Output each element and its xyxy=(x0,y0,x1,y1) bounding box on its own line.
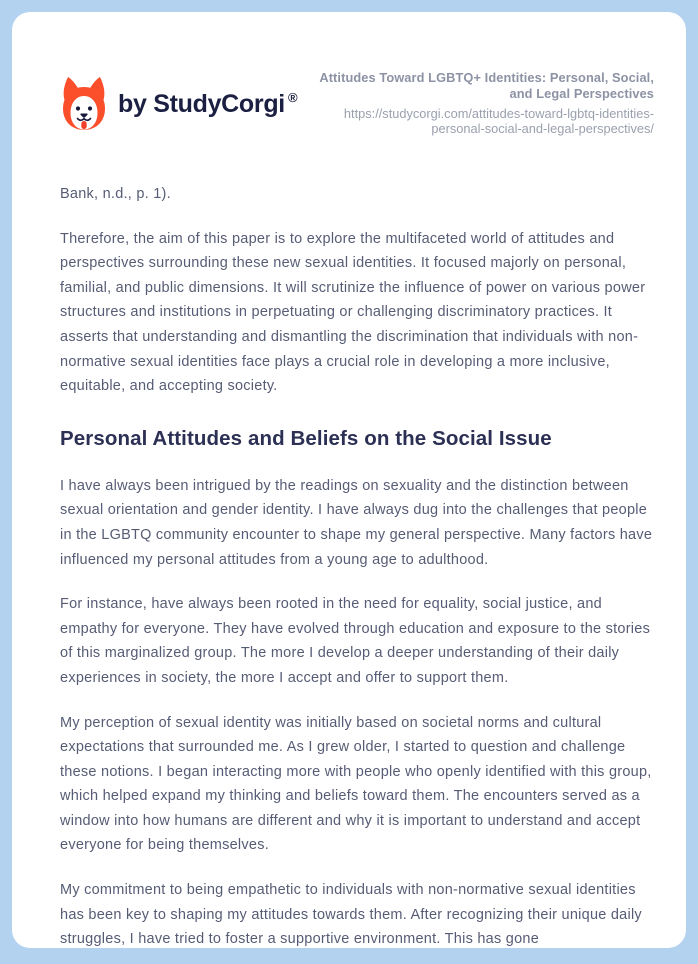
document-url-link[interactable]: https://studycorgi.com/attitudes-toward-lgbtq-identities-personal-social-and-legal-perspectives/ xyxy=(343,106,654,136)
paragraph-body: For instance, have always been rooted in the need for equality, social justice, and empathy for everyone. They have evolved through education and exposure to the stories of this marginalized group. The more I develop a deeper understanding of their daily experiences in society, the more I accept and offer to support them. xyxy=(60,596,651,686)
document-card xyxy=(12,12,686,948)
paragraph-intro: Therefore, the aim of this paper is to explore the multifaceted world of attitudes and perspectives surrounding these new sexual identities. It focused majorly on personal, familial, and public dimensions. It will scrutinize the influence of power on various power structures and institutions in perpetuating or challenging discriminatory practices. It asserts that understanding and dismantling the discrimination that individuals with non-normative sexual identities face plays a crucial role in developing a more inclusive, equitable, and accepting society. xyxy=(60,230,646,395)
studycorgi-logo xyxy=(60,76,297,132)
document-content xyxy=(60,182,654,948)
registered-mark: ® xyxy=(287,89,298,105)
paragraph-citation: Bank, n.d., p. 1). xyxy=(60,186,171,202)
logo-text xyxy=(118,90,297,119)
document-title: Attitudes Toward LGBTQ+ Identities: Personal, Social, and Legal Perspectives xyxy=(319,70,654,101)
document-header xyxy=(60,68,654,136)
paragraph-body: My commitment to being empathetic to individuals with non-normative sexual identities has been key to shaping my attitudes towards them. After recognizing their unique daily struggles, I have tried to foster a supportive environment. This has gone xyxy=(60,882,642,948)
document-meta xyxy=(298,70,654,136)
corgi-logo-icon xyxy=(60,76,108,132)
paragraph-body: My perception of sexual identity was initially based on societal norms and cultural expectations that surrounded me. As I grew older, I started to question and challenge these notions. I began interacting more with people who openly identified with this group, which helped expand my thinking and beliefs toward them. The encounters served as a window into how humans are different and why it is important to understand and accept everyone for being themselves. xyxy=(60,714,652,854)
paragraph-body: I have always been intrigued by the readings on sexuality and the distinction between sexual orientation and gender identity. I have always dug into the challenges that people in the LGBTQ community encounter to shape my general perspective. Many factors have influenced my personal attitudes from a young age to adulthood. xyxy=(60,477,653,568)
logo-text-label: by StudyCorgi xyxy=(118,89,285,118)
section-heading: Personal Attitudes and Beliefs on the Social Issue xyxy=(60,426,552,450)
